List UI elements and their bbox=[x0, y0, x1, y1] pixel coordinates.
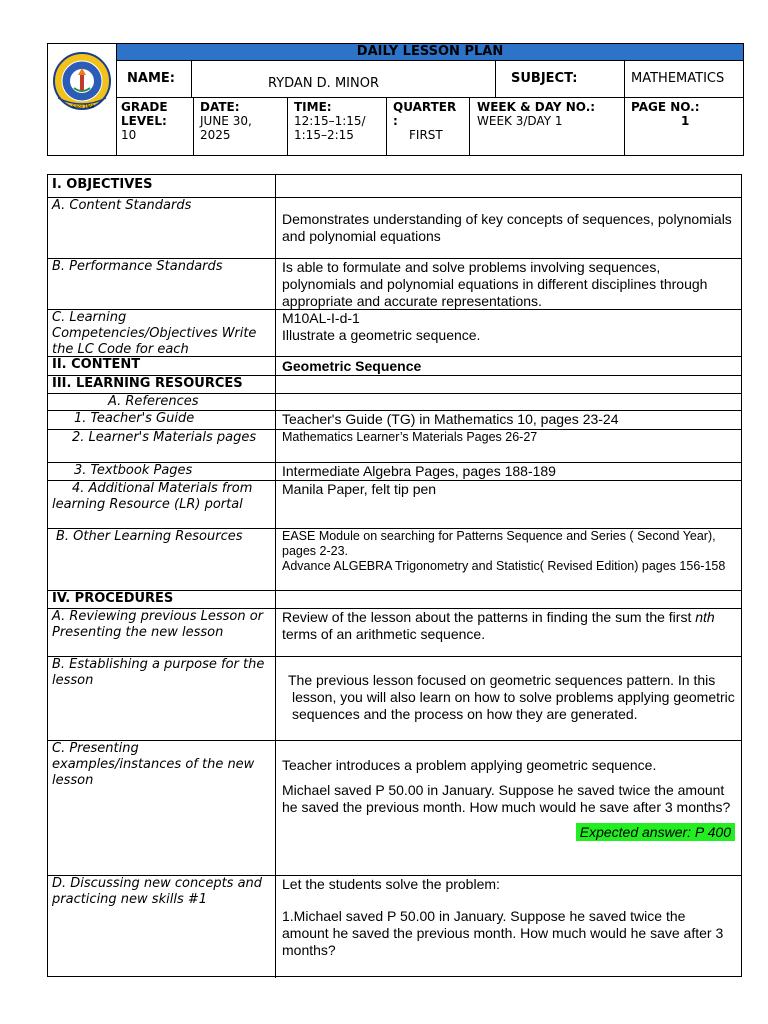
purpose-label: B. Establishing a purpose for the lesson bbox=[48, 657, 276, 740]
content-heading: II. CONTENT bbox=[48, 357, 276, 375]
other-resources-value-2: Advance ALGEBRA Trigonometry and Statistic( Revised Edition) pages 156-158 bbox=[282, 559, 726, 573]
quarter-value: FIRST bbox=[409, 128, 443, 142]
competency-value: Illustrate a geometric sequence. bbox=[282, 327, 481, 343]
presenting-row bbox=[48, 741, 741, 876]
teachers-guide-row bbox=[48, 411, 741, 430]
document-title: DAILY LESSON PLAN bbox=[117, 44, 743, 61]
discussing-value-2: 1.Michael saved P 50.00 in January. Suppose he saved twice the amount he saved the previous month. How much would he save after 3 months? bbox=[282, 908, 724, 958]
objectives-heading: I. OBJECTIVES bbox=[48, 175, 276, 197]
competencies-label: C. Learning Competencies/Objectives Write the LC Code for each bbox=[48, 310, 276, 356]
name-value-cell bbox=[192, 61, 496, 98]
quarter-cell bbox=[387, 98, 470, 155]
purpose-value: The previous lesson focused on geometric sequences pattern. In this lesson, you will also learn on how to solve problems applying geometric sequences and the process on how they are generated. bbox=[288, 672, 735, 722]
teachers-guide-value: Teacher's Guide (TG) in Mathematics 10, pages 23-24 bbox=[282, 411, 619, 427]
date-label: DATE: bbox=[200, 100, 240, 114]
performance-standards-value: Is able to formulate and solve problems involving sequences, polynomials and polynomial equations in different disciplines through appropriate and accurate representations. bbox=[282, 259, 708, 309]
page-value: 1 bbox=[681, 114, 690, 128]
discussing-value-1: Let the students solve the problem: bbox=[282, 876, 500, 892]
performance-standards-label: B. Performance Standards bbox=[48, 259, 276, 309]
content-value: Geometric Sequence bbox=[282, 358, 422, 374]
content-standards-value: Demonstrates understanding of key concepts of sequences, polynomials and polynomial equations bbox=[282, 211, 732, 244]
learners-materials-label: 2. Learner's Materials pages bbox=[48, 430, 276, 462]
learning-resources-row bbox=[48, 376, 741, 394]
discussing-row bbox=[48, 876, 741, 978]
review-value bbox=[282, 609, 735, 643]
purpose-row bbox=[48, 657, 741, 741]
objectives-row bbox=[48, 175, 741, 198]
review-value-post: terms of an arithmetic sequence. bbox=[282, 626, 486, 642]
lesson-plan-table bbox=[47, 174, 742, 977]
references-label: A. References bbox=[48, 394, 276, 410]
review-value-nth: nth bbox=[695, 609, 715, 625]
date-cell bbox=[194, 98, 288, 155]
grade-cell bbox=[117, 98, 194, 155]
textbook-row bbox=[48, 463, 741, 481]
review-value-pre: Review of the lesson about the patterns in finding the sum the first bbox=[282, 609, 696, 625]
time-value: 12:15–1:15/ 1:15–2:15 bbox=[294, 114, 366, 142]
other-resources-label: B. Other Learning Resources bbox=[48, 529, 276, 590]
page-label: PAGE NO.: bbox=[631, 100, 700, 114]
week-label: WEEK & DAY NO.: bbox=[477, 100, 596, 114]
content-standards-label: A. Content Standards bbox=[48, 198, 276, 258]
subject-value: MATHEMATICS bbox=[631, 71, 725, 86]
additional-materials-label: 4. Additional Materials from learning Resource (LR) portal bbox=[48, 481, 276, 528]
subject-value-cell bbox=[625, 61, 743, 98]
other-resources-row bbox=[48, 529, 741, 591]
quarter-label: QUARTER : bbox=[393, 100, 457, 128]
learners-materials-value: Mathematics Learner’s Materials Pages 26-27 bbox=[282, 430, 538, 444]
name-label-cell bbox=[117, 61, 192, 98]
additional-materials-row bbox=[48, 481, 741, 529]
teacher-name: RYDAN D. MINOR bbox=[268, 76, 379, 91]
time-label: TIME: bbox=[294, 100, 332, 114]
presenting-value-2: Michael saved P 50.00 in January. Suppose he saved twice the amount he saved the previous month. How much would he save after 3 months? bbox=[282, 782, 731, 815]
content-row bbox=[48, 357, 741, 376]
performance-standards-row bbox=[48, 259, 741, 310]
week-cell bbox=[470, 98, 625, 155]
references-row bbox=[48, 394, 741, 411]
learning-resources-heading: III. LEARNING RESOURCES bbox=[48, 376, 276, 393]
learners-materials-row bbox=[48, 430, 741, 463]
additional-materials-value: Manila Paper, felt tip pen bbox=[282, 481, 437, 497]
procedures-row bbox=[48, 591, 741, 609]
procedures-heading: IV. PROCEDURES bbox=[48, 591, 276, 608]
teachers-guide-label: 1. Teacher's Guide bbox=[48, 411, 276, 429]
time-cell bbox=[288, 98, 387, 155]
textbook-label: 3. Textbook Pages bbox=[48, 463, 276, 480]
competency-code: M10AL-I-d-1 bbox=[282, 310, 360, 326]
content-standards-row bbox=[48, 198, 741, 259]
textbook-value: Intermediate Algebra Pages, pages 188-189 bbox=[282, 463, 556, 479]
presenting-label: C. Presenting examples/instances of the new lesson bbox=[48, 741, 276, 875]
school-logo bbox=[48, 44, 117, 155]
other-resources-value-1: EASE Module on searching for Patterns Sequence and Series ( Second Year), pages 2-23. bbox=[282, 529, 716, 558]
review-label: A. Reviewing previous Lesson or Presenting the new lesson bbox=[48, 609, 276, 656]
logo-year-text: Since 1969 bbox=[72, 104, 95, 109]
subject-label: SUBJECT: bbox=[511, 71, 578, 86]
discussing-label: D. Discussing new concepts and practicing new skills #1 bbox=[48, 876, 276, 978]
grade-label: GRADE LEVEL: bbox=[121, 100, 168, 128]
page-cell bbox=[625, 98, 743, 155]
date-value: JUNE 30, 2025 bbox=[200, 114, 252, 142]
subject-label-cell bbox=[496, 61, 625, 98]
lesson-plan-header bbox=[47, 43, 744, 156]
week-value: WEEK 3/DAY 1 bbox=[477, 114, 563, 128]
name-label: NAME: bbox=[127, 71, 175, 86]
grade-value: 10 bbox=[121, 128, 137, 142]
competencies-row bbox=[48, 310, 741, 357]
expected-answer-highlight: Expected answer: P 400 bbox=[576, 823, 735, 841]
presenting-value-1: Teacher introduces a problem applying geometric sequence. bbox=[282, 757, 657, 773]
review-row bbox=[48, 609, 741, 657]
